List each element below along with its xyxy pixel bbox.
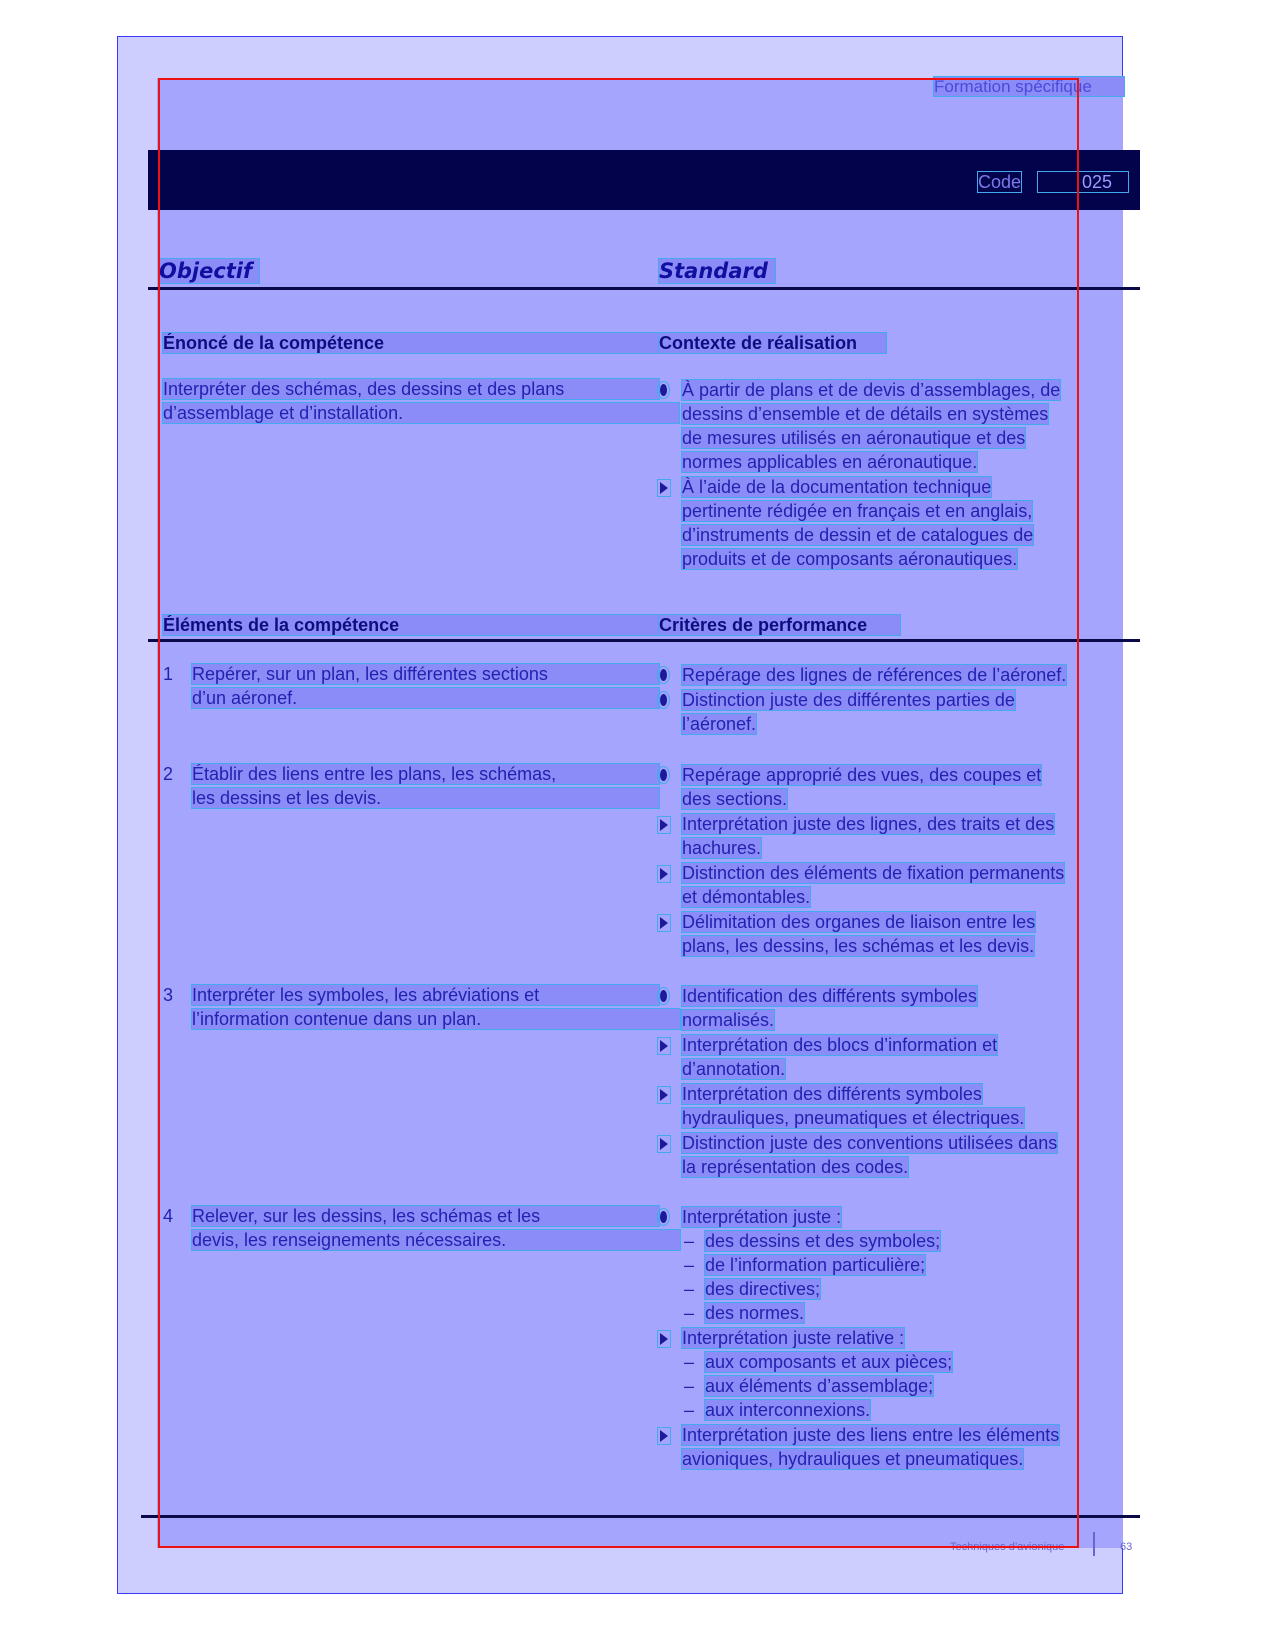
enonce-line: Interpréter des schémas, des dessins et des plans (163, 379, 659, 399)
footer-separator (1093, 1532, 1095, 1556)
criteria-line: Repérage approprié des vues, des coupes et (682, 765, 1042, 785)
criteria-line: Interprétation juste des lignes, des traits et des (682, 814, 1055, 834)
criteria-line: Interprétation des blocs d’information et (682, 1035, 998, 1055)
dash-icon: – (684, 1231, 695, 1251)
section-objectif: Objectif (159, 259, 259, 283)
contexte-line: pertinente rédigée en français et en anglais, (682, 501, 1033, 521)
element-line: Interpréter les symboles, les abréviations et (192, 985, 659, 1005)
element-line: d’un aéronef. (192, 688, 659, 708)
bullet-icon (660, 1430, 668, 1442)
rule-top (148, 287, 1140, 290)
bullet-icon (660, 694, 667, 706)
element-number: 3 (163, 985, 174, 1005)
rule-bottom (141, 1515, 1140, 1518)
criteria-line: des sections. (682, 789, 788, 809)
criteria-subline: des dessins et des symboles; (705, 1231, 941, 1251)
bullet-icon (660, 1040, 668, 1052)
dash-icon: – (684, 1376, 695, 1396)
bullet-icon (660, 769, 667, 781)
bullet-icon (660, 1089, 668, 1101)
criteria-subline: des directives; (705, 1279, 821, 1299)
code-label: Code (978, 172, 1022, 192)
dash-icon: – (684, 1279, 695, 1299)
bullet-icon (660, 1333, 668, 1345)
elements-heading: Éléments de la compétence (163, 615, 659, 635)
criteria-line: Repérage des lignes de références de l’aéronef. (682, 665, 1067, 685)
dash-icon: – (684, 1400, 695, 1420)
bullet-icon (660, 990, 667, 1002)
section-standard: Standard (659, 259, 775, 283)
rule-middle (148, 639, 1140, 642)
element-line: les dessins et les devis. (192, 788, 659, 808)
contexte-line: de mesures utilisés en aéronautique et des (682, 428, 1026, 448)
criteria-line: l’aéronef. (682, 714, 757, 734)
bullet-icon (660, 482, 668, 494)
code-value: 025 (1082, 172, 1113, 192)
dash-icon: – (684, 1255, 695, 1275)
criteria-line: normalisés. (682, 1010, 775, 1030)
bullet-icon (660, 1211, 667, 1223)
bullet-icon (660, 868, 668, 880)
bullet-icon (660, 669, 667, 681)
element-number: 2 (163, 764, 174, 784)
criteria-line: Distinction des éléments de fixation permanents (682, 863, 1065, 883)
element-line: Établir des liens entre les plans, les schémas, (192, 764, 659, 784)
criteria-line: avioniques, hydrauliques et pneumatiques. (682, 1449, 1024, 1469)
criteria-line: Interprétation juste des liens entre les éléments (682, 1425, 1060, 1445)
criteria-line: hachures. (682, 838, 762, 858)
criteria-line: plans, les dessins, les schémas et les devis. (682, 936, 1035, 956)
criteria-subline: aux composants et aux pièces; (705, 1352, 953, 1372)
criteria-subline: de l’information particulière; (705, 1255, 926, 1275)
element-line: l’information contenue dans un plan. (192, 1009, 680, 1029)
criteria-subline: aux interconnexions. (705, 1400, 871, 1420)
enonce-line: d’assemblage et d’installation. (163, 403, 679, 423)
criteria-line: d’annotation. (682, 1059, 786, 1079)
contexte-line: À partir de plans et de devis d’assemblages, de (682, 380, 1061, 400)
contexte-line: normes applicables en aéronautique. (682, 452, 978, 472)
criteria-line: Distinction juste des différentes parties de (682, 690, 1015, 710)
contexte-line: produits et de composants aéronautiques. (682, 549, 1018, 569)
element-line: Relever, sur les dessins, les schémas et les (192, 1206, 659, 1226)
bullet-icon (660, 917, 668, 929)
criteria-line: Distinction juste des conventions utilisées dans (682, 1133, 1058, 1153)
criteria-line: Délimitation des organes de liaison entre les (682, 912, 1036, 932)
contexte-line: d’instruments de dessin et de catalogues de (682, 525, 1034, 545)
footer-text: Techniques d’avionique (950, 1541, 1065, 1553)
criteres-heading: Critères de performance (659, 615, 900, 635)
content-area (157, 78, 1123, 1548)
bullet-icon (660, 1138, 668, 1150)
criteria-line: et démontables. (682, 887, 811, 907)
criteria-line: hydrauliques, pneumatiques et électriques. (682, 1108, 1025, 1128)
criteria-subline: aux éléments d’assemblage; (705, 1376, 934, 1396)
page-number: 63 (1120, 1541, 1133, 1553)
contexte-heading: Contexte de réalisation (659, 333, 886, 353)
element-line: devis, les renseignements nécessaires. (192, 1230, 680, 1250)
dash-icon: – (684, 1303, 695, 1323)
contexte-line: dessins d’ensemble et de détails en systèmes (682, 404, 1049, 424)
enonce-heading: Énoncé de la compétence (163, 333, 659, 353)
element-number: 4 (163, 1206, 174, 1226)
criteria-line: Interprétation juste relative : (682, 1328, 905, 1348)
criteria-line: Interprétation des différents symboles (682, 1084, 982, 1104)
top-label: Formation spécifique (934, 77, 1124, 96)
criteria-line: Identification des différents symboles (682, 986, 977, 1006)
dash-icon: – (684, 1352, 695, 1372)
criteria-line: la représentation des codes. (682, 1157, 909, 1177)
criteria-line: Interprétation juste : (682, 1207, 842, 1227)
element-line: Repérer, sur un plan, les différentes sections (192, 664, 659, 684)
bullet-icon (660, 384, 667, 396)
element-number: 1 (163, 664, 174, 684)
contexte-line: À l’aide de la documentation technique (682, 477, 992, 497)
criteria-subline: des normes. (705, 1303, 805, 1323)
bullet-icon (660, 819, 668, 831)
